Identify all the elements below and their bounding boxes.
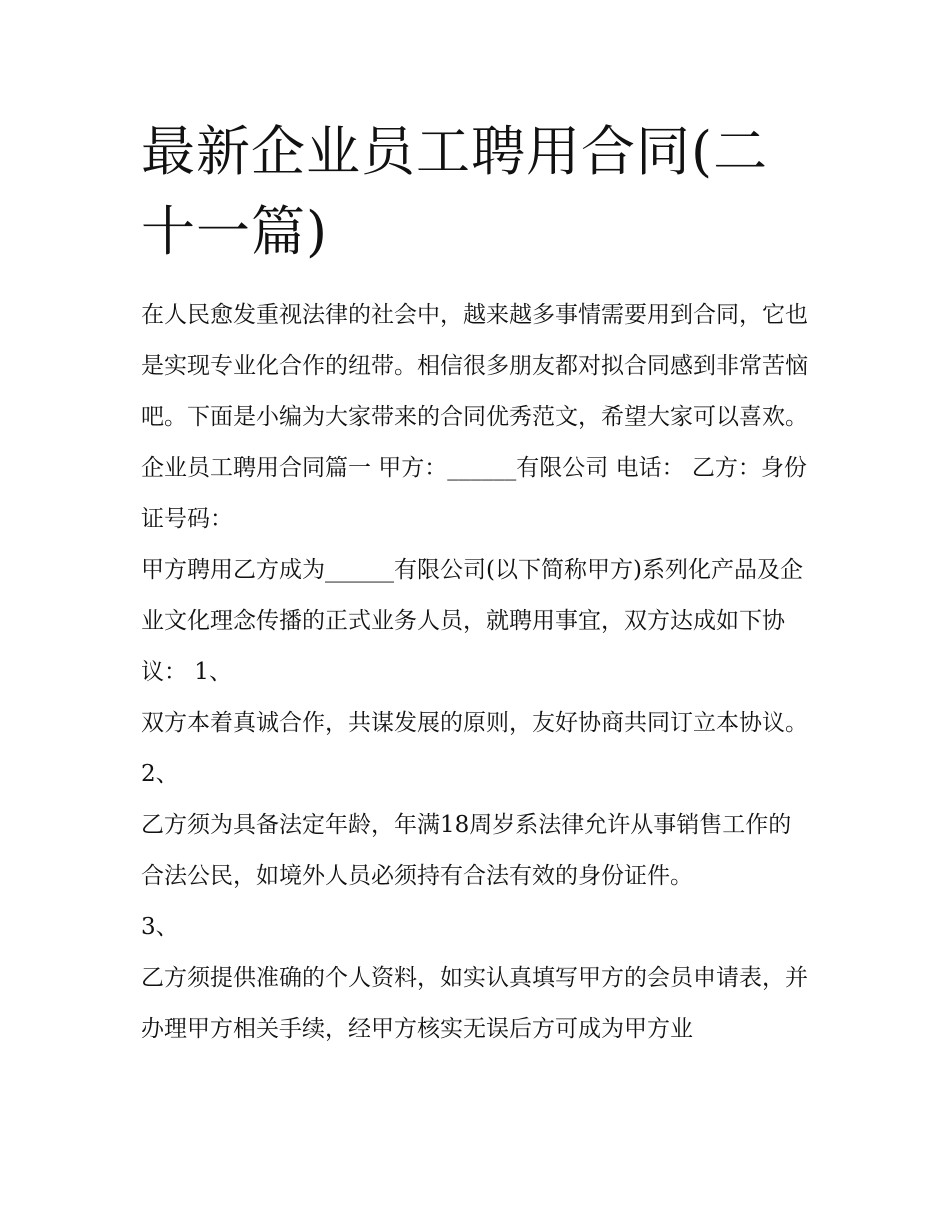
document-body bbox=[141, 290, 813, 1055]
paragraph-clause-1: 双方本着真诚合作，共谋发展的原则，友好协商共同订立本协议。 2、 bbox=[141, 710, 808, 787]
paragraph-clause-2: 乙方须为具备法定年龄，年满18周岁系法律允许从事销售工作的合法公民，如境外人员必须持有合法有效的身份证件。 bbox=[141, 812, 792, 889]
document-content bbox=[141, 112, 813, 1055]
paragraph-clause-3: 乙方须提供准确的个人资料，如实认真填写甲方的会员申请表，并办理甲方相关手续，经甲方核实无误后方可成为甲方业 bbox=[141, 965, 808, 1042]
paragraph-employment: 甲方聘用乙方成为______有限公司(以下简称甲方)系列化产品及企业文化理念传播的正式业务人员，就聘用事宜，双方达成如下协议： 1、 bbox=[141, 557, 803, 685]
paragraph-parties: 企业员工聘用合同篇一 甲方：______有限公司 电话： 乙方：身份证号码： bbox=[141, 455, 807, 532]
paragraph-intro: 在人民愈发重视法律的社会中，越来越多事情需要用到合同，它也是实现专业化合作的纽带。相信很多朋友都对拟合同感到非常苦恼吧。下面是小编为大家带来的合同优秀范文，希望大家可以喜欢。 bbox=[141, 302, 808, 430]
paragraph-clause-3-number: 3、 bbox=[141, 914, 179, 940]
document-title: 最新企业员工聘用合同(二十一篇) bbox=[141, 120, 769, 263]
